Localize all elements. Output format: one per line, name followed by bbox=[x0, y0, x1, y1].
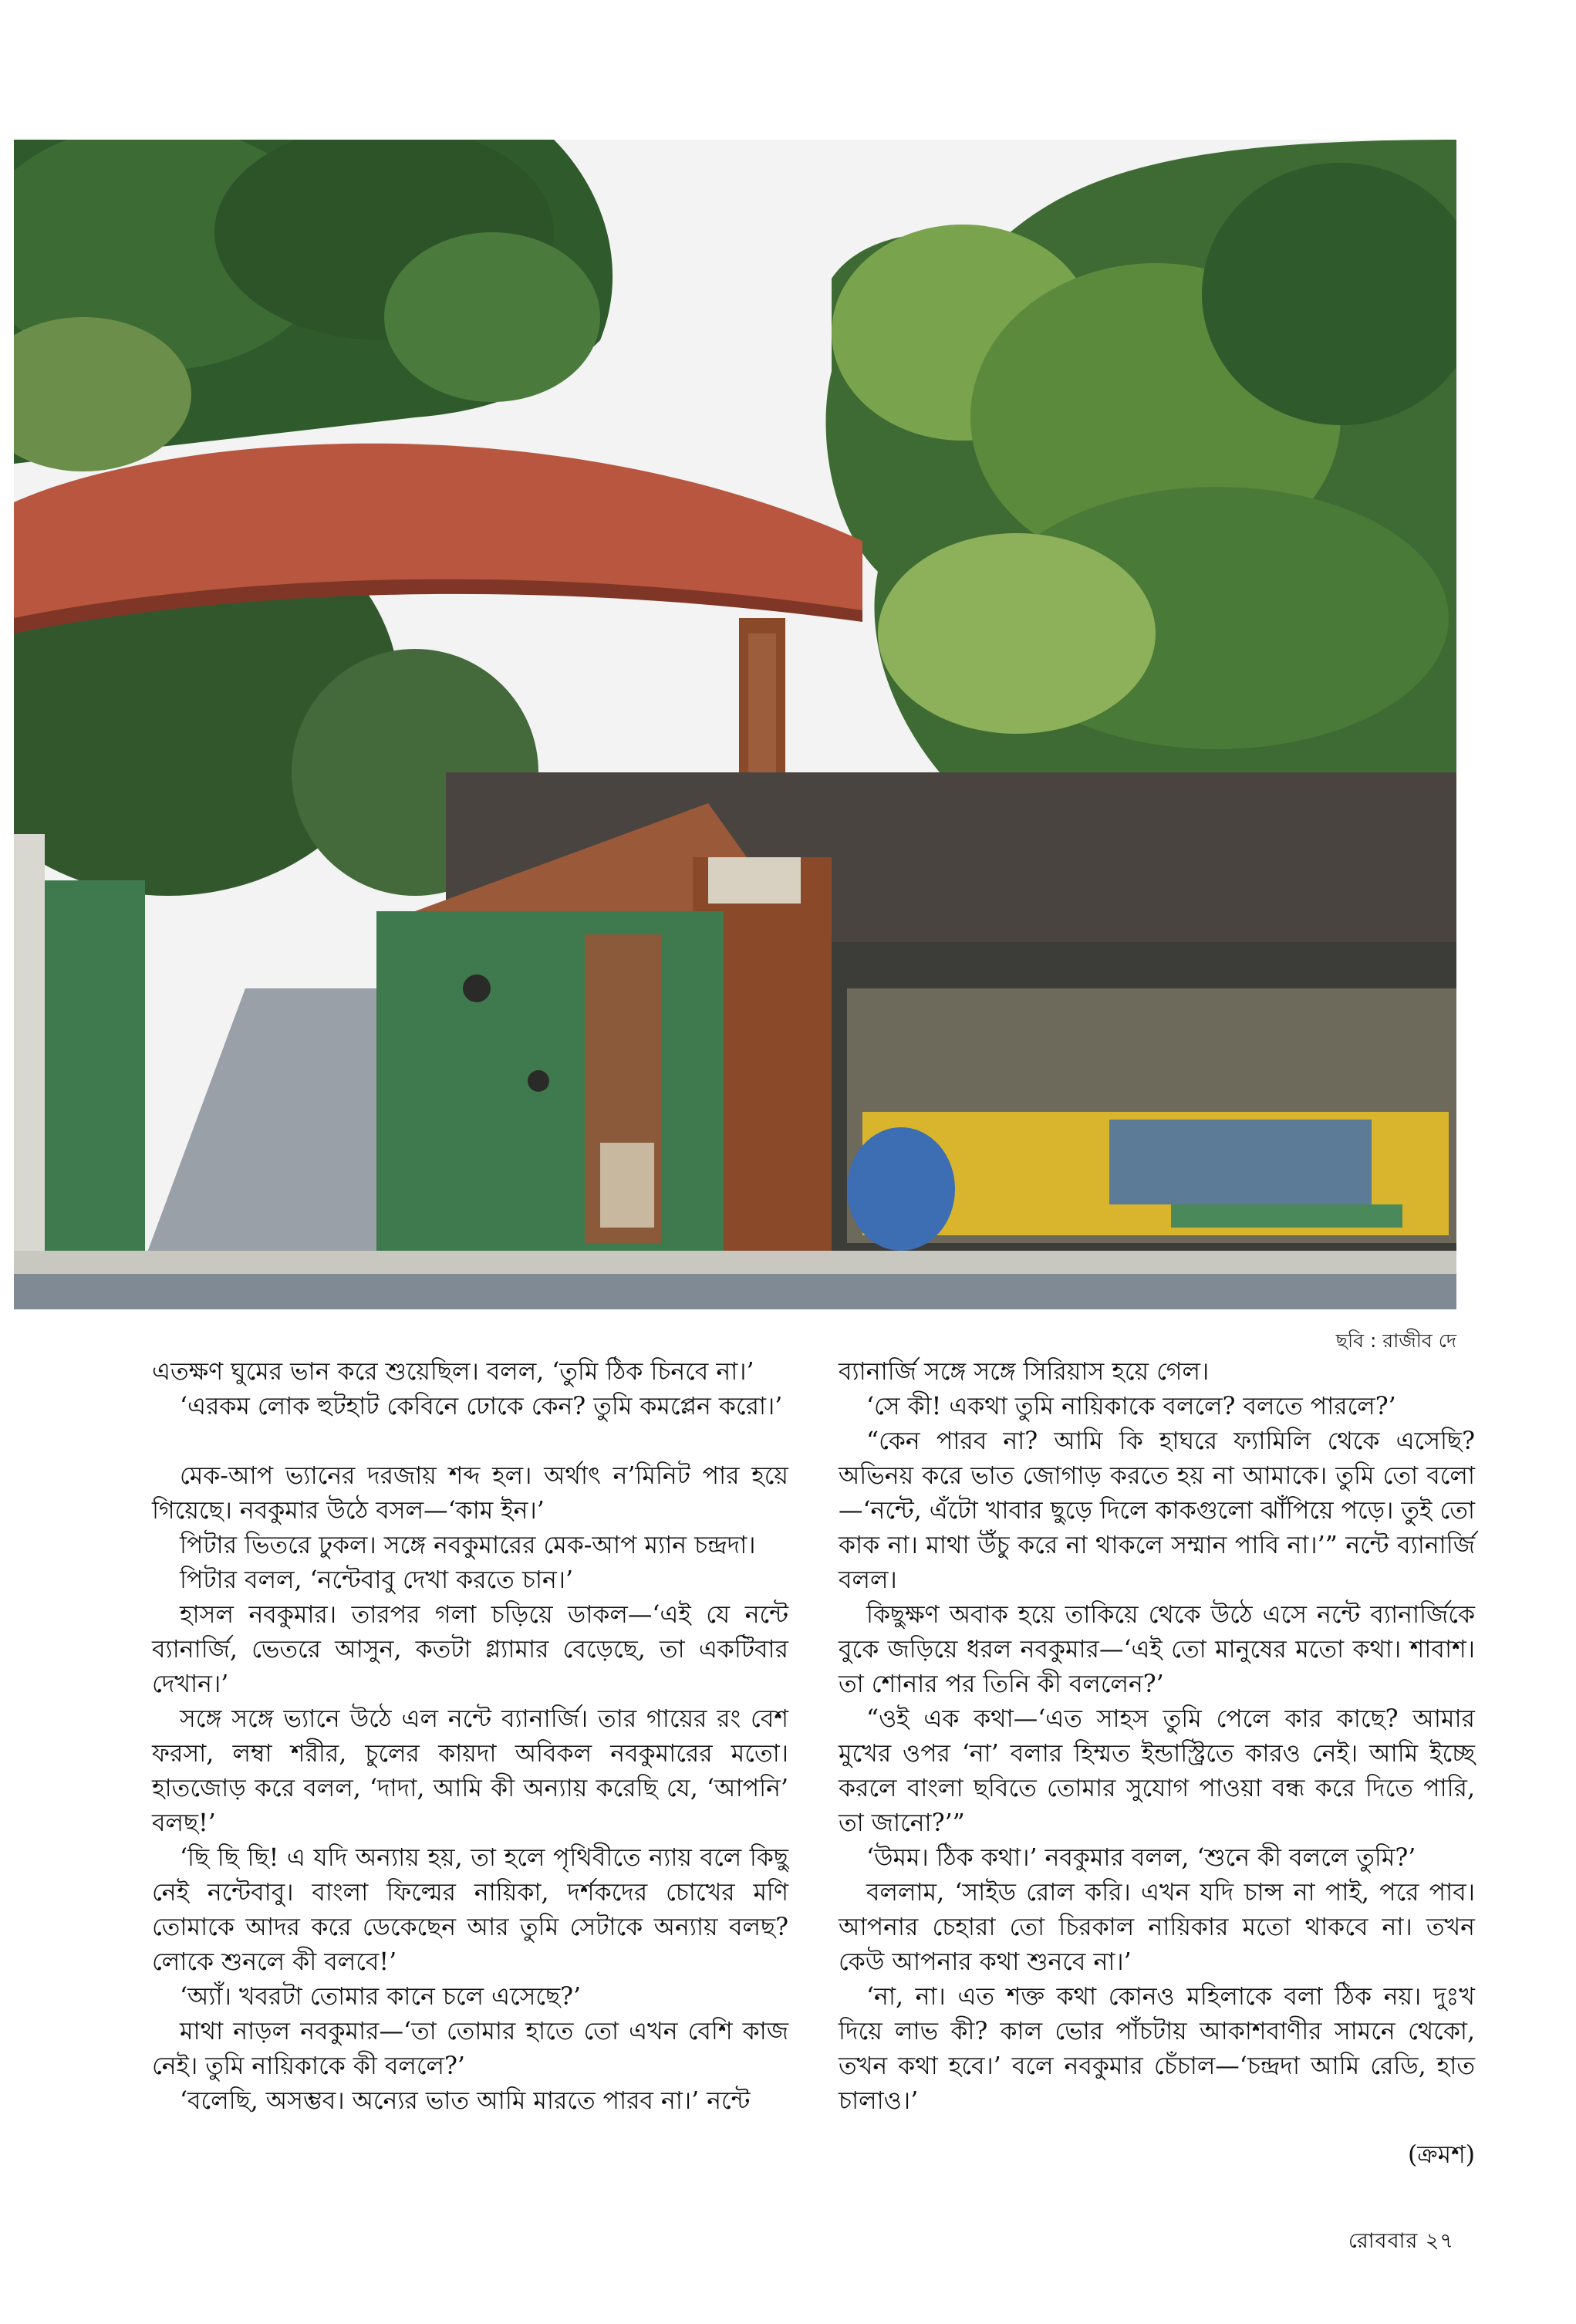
paragraph: ‘এরকম লোক হুটহাট কেবিনে ঢোকে কেন? তুমি কমপ্লেন করো।’ bbox=[180, 1393, 783, 1420]
paragraph: পিটার ভিতরে ঢুকল। সঙ্গে নবকুমারের মেক-আপ ম্যান চন্দ্রদা। bbox=[180, 1532, 756, 1559]
paragraph: “কেন পারব না? আমি কি হাঘরে ফ্যামিলি থেকে এসেছি? অভিনয় করে ভাত জোগাড় করতে হয় না আমাকে। তুমি তো বলো—‘নন্টে, এঁটো খাবার ছুড়ে দিলে কাকগুলো ঝাঁপিয়ে পড়ে। তুই তো কাক না। মাথা উঁচু করে না থাকলে সম্মান পাবি না।’” নন্টে ব্যানার্জি বলল। bbox=[839, 1427, 1475, 1594]
paragraph: ‘সে কী! একথা তুমি নায়িকাকে বললে? বলতে পারলে?’ bbox=[866, 1393, 1396, 1420]
paragraph: ‘না, না। এত শক্ত কথা কোনও মহিলাকে বলা ঠিক নয়। দুঃখ দিয়ে লাভ কী? কাল ভোর পাঁচটায় আকাশবাণীর সামনে থেকো, তখন কথা হবে।’ বলে নবকুমার চেঁচাল—‘চন্দ্রদা আমি রেডি, হাত চালাও।’ bbox=[839, 1983, 1475, 2115]
page-footer: রোববার ২৭ bbox=[1348, 2229, 1454, 2253]
paragraph: এতক্ষণ ঘুমের ভান করে শুয়েছিল। বলল, ‘তুমি ঠিক চিনবে না।’ bbox=[152, 1358, 754, 1386]
paragraph: ‘বলেছি, অসম্ভব। অন্যের ভাত আমি মারতে পারব না।’ নন্টে bbox=[180, 2087, 751, 2115]
street-gate-photo bbox=[14, 140, 1456, 1309]
paragraph: ‘উমম। ঠিক কথা।’ নবকুমার বলল, ‘শুনে কী বললে তুমি?’ bbox=[866, 1844, 1416, 1872]
paragraph: হাসল নবকুমার। তারপর গলা চড়িয়ে ডাকল—‘এই যে নন্টে ব্যানার্জি, ভেতরে আসুন, কতটা গ্ল্যামার বেড়েছে, তা একটিবার দেখান।’ bbox=[152, 1601, 788, 1698]
paragraph: ব্যানার্জি সঙ্গে সঙ্গে সিরিয়াস হয়ে গেল। bbox=[839, 1358, 1210, 1386]
story-column-left bbox=[152, 1355, 788, 2119]
paragraph: কিছুক্ষণ অবাক হয়ে তাকিয়ে থেকে উঠে এসে নন্টে ব্যানার্জিকে বুকে জড়িয়ে ধরল নবকুমার—‘এই তো মানুষের মতো কথা। শাবাশ। তা শোনার পর তিনি কী বললেন?’ bbox=[839, 1601, 1475, 1698]
story-column-right bbox=[839, 1355, 1475, 2173]
paragraph: বললাম, ‘সাইড রোল করি। এখন যদি চান্স না পাই, পরে পাব। আপনার চেহারা তো চিরকাল নায়িকার মতো থাকবে না। তখন কেউ আপনার কথা শুনবে না।’ bbox=[839, 1879, 1475, 1976]
photo-credit: ছবি : রাজীব দে bbox=[1335, 1329, 1456, 1352]
paragraph: মাথা নাড়ল নবকুমার—‘তা তোমার হাতে তো এখন বেশি কাজ নেই। তুমি নায়িকাকে কী বললে?’ bbox=[152, 2018, 788, 2080]
paragraph: মেক-আপ ভ্যানের দরজায় শব্দ হল। অর্থাৎ ন’মিনিট পার হয়ে গিয়েছে। নবকুমার উঠে বসল—‘কাম ইন।’ bbox=[152, 1462, 788, 1525]
paragraph: ‘অ্যাঁ। খবরটা তোমার কানে চলে এসেছে?’ bbox=[180, 1983, 582, 2011]
road bbox=[14, 1274, 1456, 1309]
paragraph: পিটার বলল, ‘নন্টেবাবু দেখা করতে চান।’ bbox=[180, 1566, 574, 1594]
right-tree-canopy bbox=[826, 140, 1457, 772]
paragraph: সঙ্গে সঙ্গে ভ্যানে উঠে এল নন্টে ব্যানার্জি। তার গায়ের রং বেশ ফরসা, লম্বা শরীর, চুলের কায়দা অবিকল নবকুমারের মতো। হাতজোড় করে বলল, ‘দাদা, আমি কী অন্যায় করেছি যে, ‘আপনি’ বলছ!’ bbox=[152, 1705, 788, 1837]
green-gate bbox=[376, 911, 724, 1251]
continued-marker: (ক্রমশ) bbox=[1407, 2141, 1475, 2169]
paragraph: ‘ছি ছি ছি! এ যদি অন্যায় হয়, তা হলে পৃথিবীতে ন্যায় বলে কিছু নেই নন্টেবাবু। বাংলা ফিল্মের নায়িকা, দর্শকদের চোখের মণি তোমাকে আদর করে ডেকেছেন আর তুমি সেটাকে অন্যায় বলছ? লোকে শুনলে কী বলবে!’ bbox=[152, 1844, 788, 1976]
sidewalk bbox=[14, 1251, 1456, 1274]
paragraph: “ওই এক কথা—‘এত সাহস তুমি পেলে কার কাছে? আমার মুখের ওপর ‘না’ বলার হিম্মত ইন্ডাস্ট্রিতে কারও নেই। আমি ইচ্ছে করলে বাংলা ছবিতে তোমার সুযোগ পাওয়া বন্ধ করে দিতে পারি, তা জানো?’” bbox=[839, 1705, 1475, 1837]
